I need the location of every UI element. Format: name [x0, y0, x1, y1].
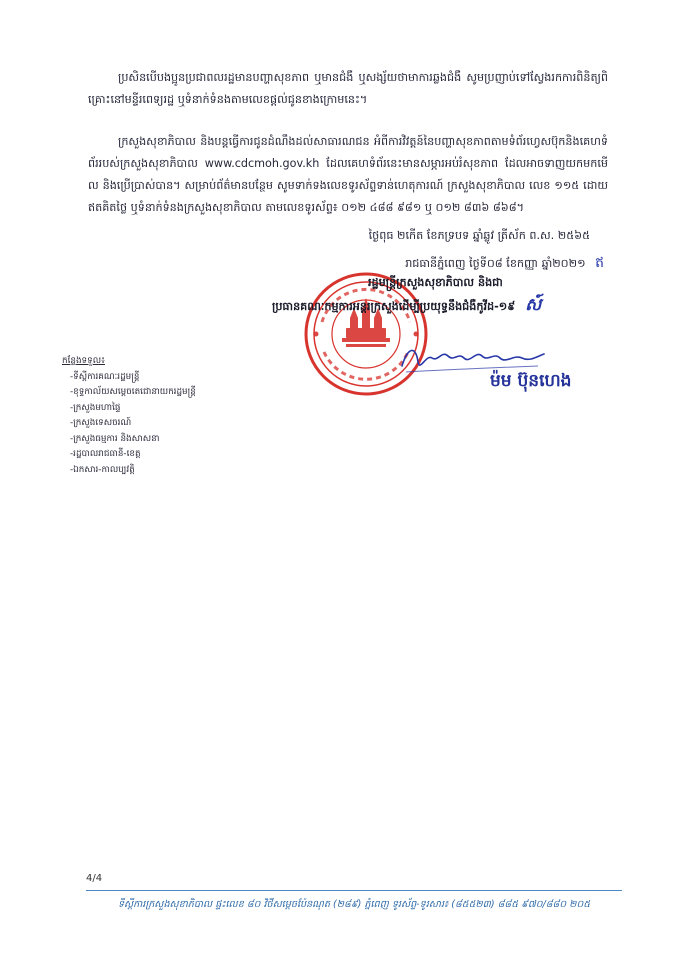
- signatory-title-line2: [272, 294, 541, 319]
- signer-name: ម៉ម ប៊ុនហេង: [490, 371, 572, 391]
- signatory-title-line1: រដ្ឋមន្ត្រីក្រសួងសុខាភិបាល និងជា: [368, 276, 503, 289]
- body-paragraph-2: ក្រសួងសុខាភិបាល និងបន្តធ្វើការជូនដំណឹងដល់សាធារណជន អំពីការវិវត្តន៍នៃបញ្ហាសុខភាពតាមទំព័រហ្វេសប៊ុកនិងគេហទំព័ររបស់ក្រសួងសុខាភិបាល www.cdcmoh.gov.kh ដែលគេហទំព័រនេះមានសម្ភារអប់រំសុខភាព ដែលអាចទាញយកមកមើល និងប្រើប្រាស់បាន។ សម្រាប់ព័ត៌មានបន្ថែម សូមទាក់ទងលេខទូរស័ព្ទទាន់ហេតុការណ៍ ក្រសួងសុខាភិបាល លេខ ១១៥ ដោយឥតគិតថ្លៃ ឬទំនាក់ទំនងក្រសួងសុខាភិបាល តាមលេខទូរស័ព្ទ៖ ០១២ ៤៨៨ ៩៨១ ឬ ០១២ ៨៣៦ ៨៦៨។: [88, 135, 608, 215]
- recipient-item: -ក្រសួងធម្មការ និងសាសនា: [70, 433, 160, 444]
- recipients-list: [62, 354, 196, 478]
- lunar-date: ថ្ងៃពុធ ២កើត ខែភទ្របទ ឆ្នាំឆ្លូវ ត្រីស័ក ព.ស. ២៥៦៥: [368, 229, 590, 242]
- page-number: 4/4: [86, 873, 103, 884]
- recipient-item: -ក្រសួងមហាផ្ទៃ: [70, 402, 121, 413]
- footer-address: ទីស្តីការក្រសួងសុខាភិបាល ផ្ទះលេខ ៨០ វិថីសម្តេចប៉ែនណុត (២៨៩) ភ្នំពេញ ទូរស័ព្ទ-ទូរសារ៖ (៨៥៥២៣) ៨៨៥ ៩៧០/៨៨០ ២០៥: [117, 899, 591, 910]
- recipient-item: -រដ្ឋបាលរាជធានី-ខេត្ត: [70, 449, 141, 459]
- recipient-item: -ខុទ្ទកាល័យសម្តេចតេជោនាយករដ្ឋមន្ត្រី: [70, 387, 196, 397]
- recipients-title: កន្លែងទទួល៖: [62, 356, 105, 366]
- recipient-item: -ក្រសួងទេសចរណ៍: [70, 418, 132, 428]
- handwritten-initial-mark: ឥ: [595, 255, 604, 271]
- body-paragraph-1: ប្រសិនបើបងប្អូនប្រជាពលរដ្ឋមានបញ្ហាសុខភាព ឬមានជំងឺ ឬសង្ស័យថាមាការឆ្លងជំងឺ សូមប្រញាប់ទៅស្វែងរកការពិនិត្យពិគ្រោះនៅមន្ទីរពេទ្យរដ្ឋ ឬទំនាក់ទំនងតាមលេខផ្តល់ជូនខាងក្រោមនេះ។: [88, 71, 608, 107]
- solar-date-line: [405, 253, 604, 274]
- footer-divider: [86, 890, 622, 891]
- recipient-item: -ទីស្តីការគណៈរដ្ឋមន្ត្រី: [70, 371, 140, 382]
- recipient-item: -ឯកសារ-កាលប្បវត្តិ: [70, 464, 135, 475]
- signatory-title-text: ប្រធានគណៈកម្មការអន្តរក្រសួងដើម្បីប្រយុទ្ធនឹងជំងឺកូវីដ-១៩: [272, 300, 516, 313]
- solar-date: រាជធានីភ្នំពេញ ថ្ងៃទី០៨ ខែកញ្ញា ឆ្នាំ២០២១: [405, 257, 586, 270]
- handwritten-initial: ស៍: [525, 295, 542, 315]
